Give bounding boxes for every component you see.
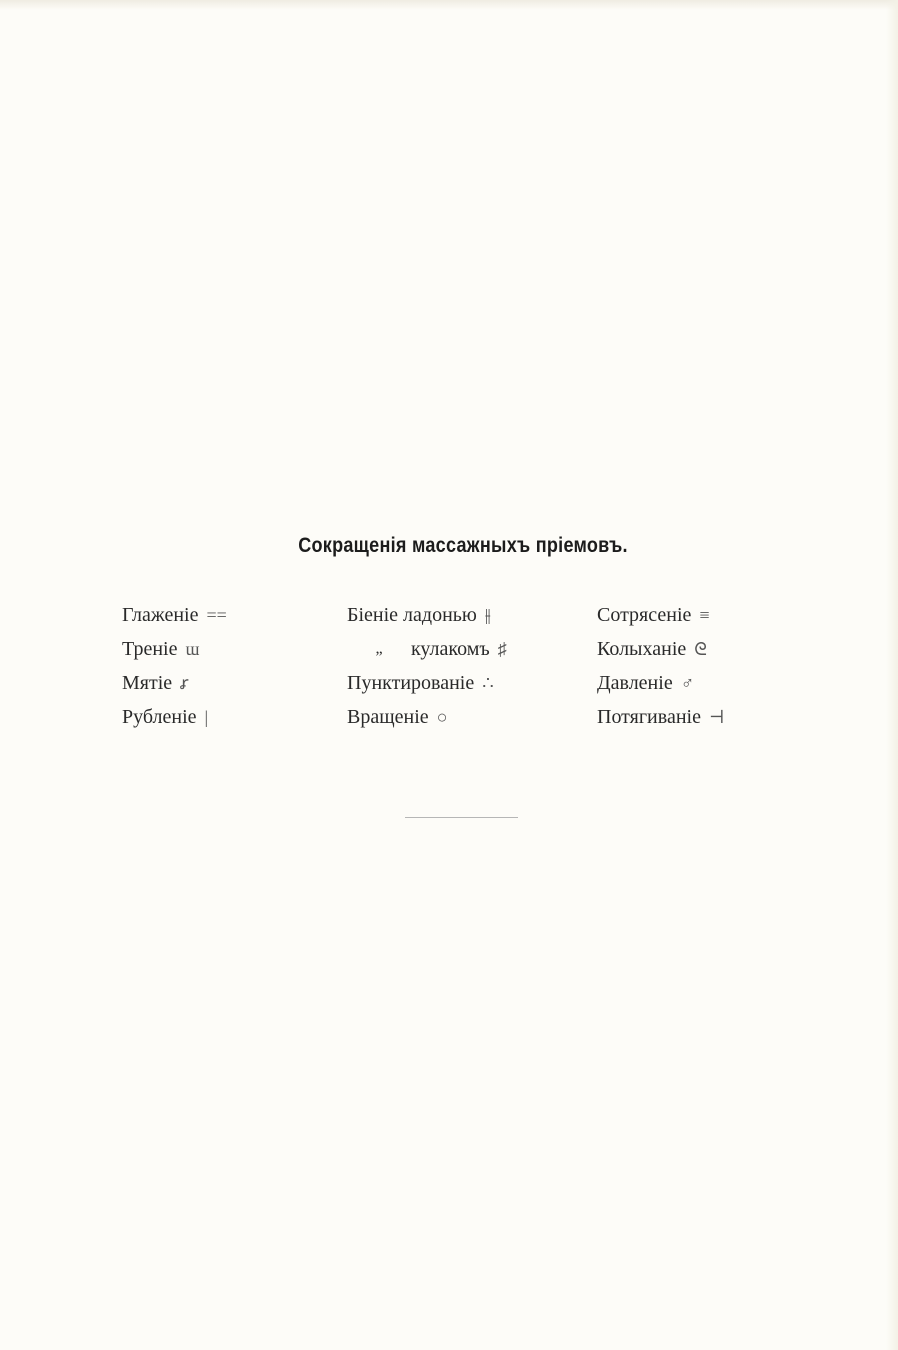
stroking-symbol-icon: == [206,605,227,625]
abbreviation-row [122,700,227,734]
abbreviations-column-3 [597,598,724,734]
page-edge-shadow-right [886,0,898,1350]
fist-beating-symbol-icon: ♯ [497,639,507,659]
abbreviation-label: Біеніе ладонью [347,604,477,626]
abbreviation-row [597,700,724,734]
abbreviations-column-2 [347,598,507,734]
abbreviation-label: Глаженіе [122,604,199,626]
abbreviation-label: Давленіе [597,672,673,694]
abbreviation-row [597,632,724,666]
abbreviation-row [122,632,227,666]
abbreviation-label: Треніе [122,638,178,660]
abbreviation-label: Рубленіе [122,706,197,728]
abbreviation-label: Вращеніе [347,706,429,728]
abbreviation-label: Сотрясеніе [597,604,692,626]
abbreviation-label: Мятіе [122,672,173,694]
abbreviation-label: Колыханіе [597,638,687,660]
abbreviation-row [347,700,507,734]
rotation-symbol-icon: ○ [436,707,448,727]
palm-beating-symbol-icon: ⫲ [484,605,491,625]
shaking-symbol-icon: ᘓ [694,639,707,659]
ditto-mark: „ [375,640,383,657]
abbreviation-row [347,632,507,666]
abbreviation-label: Пунктированіе [347,672,475,694]
pressure-symbol-icon: ♂ [680,673,695,693]
vibration-symbol-icon: ≡ [699,605,710,625]
punctuation-symbol-icon: ∴ [482,673,494,693]
abbreviation-label: Потягиваніе [597,706,701,728]
abbreviation-row [122,666,227,700]
stretching-symbol-icon: ⊣ [708,707,725,727]
page-title: Сокращенія массажныхъ пріемовъ. [298,534,628,557]
abbreviation-label: кулакомъ [411,638,490,660]
abbreviation-row [597,598,724,632]
kneading-symbol-icon: ꭉ [180,673,189,693]
page-edge-shadow [0,0,898,10]
abbreviations-column-1 [122,598,227,734]
abbreviation-row [347,598,507,632]
abbreviation-row [597,666,724,700]
abbreviation-row [347,666,507,700]
chopping-symbol-icon: | [204,707,209,727]
section-divider [405,817,518,818]
friction-symbol-icon: ɯ [185,639,200,659]
abbreviation-row [122,598,227,632]
